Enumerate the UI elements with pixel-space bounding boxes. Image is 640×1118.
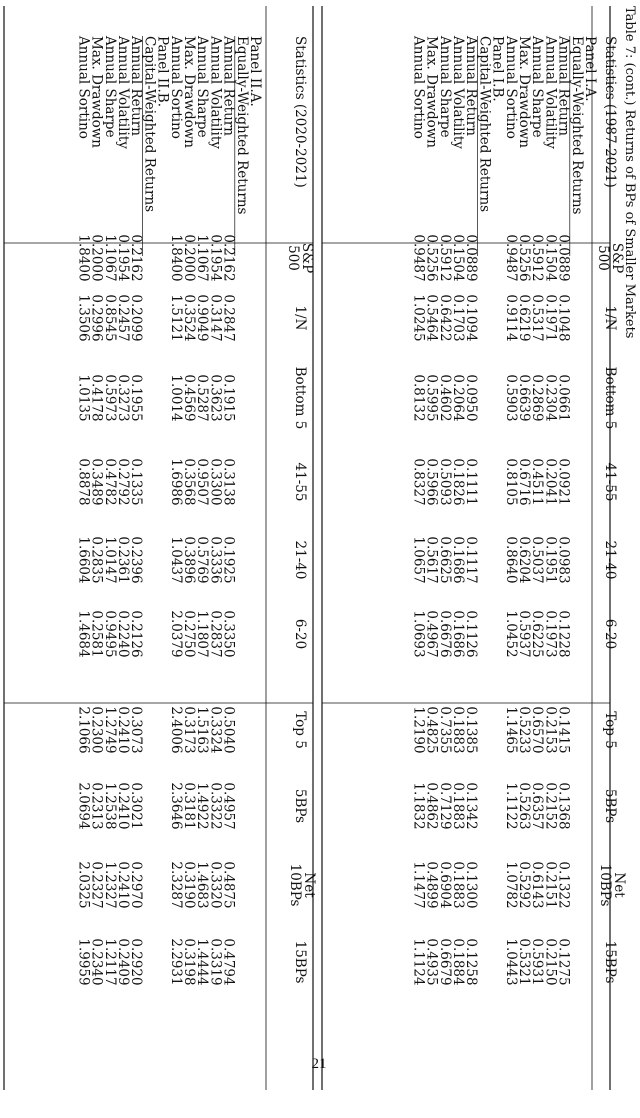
table-cell: 1.8400 (167, 234, 184, 282)
table-cell: 0.1883 (450, 861, 466, 909)
table-cell: 0.5966 (423, 458, 440, 506)
table-cell: 0.2304 (542, 374, 559, 422)
table-row (181, 36, 197, 986)
table-cell: 1.6604 (75, 536, 92, 584)
table-cell: 1.0782 (502, 861, 519, 909)
table-cell: 0.6679 (436, 938, 453, 986)
column-header: 5BPs (602, 788, 618, 824)
table-cell: 0.4511 (529, 458, 546, 506)
table-cell: 0.2410 (115, 861, 131, 909)
table-cell: 1.2749 (101, 706, 118, 754)
table-cell: 0.2869 (529, 374, 546, 422)
table-cell: 0.9495 (101, 610, 118, 658)
table-cell: 0.1954 (115, 234, 131, 282)
table-cell: 0.3198 (181, 938, 197, 986)
table-cell: 0.2396 (128, 536, 145, 584)
table-cell: 1.3506 (75, 294, 92, 342)
table-cell: 0.1954 (207, 234, 224, 282)
table-cell: 0.1111 (463, 458, 480, 506)
table-cell: 0.6225 (529, 610, 546, 658)
column-header: 10BPs (597, 863, 613, 907)
table-cell: 0.0921 (555, 458, 572, 506)
row-label: Panel II.B. (154, 36, 171, 107)
table-cell: 0.2750 (181, 610, 197, 658)
table-cell: 0.2410 (115, 706, 131, 754)
column-header: 5BPs (292, 788, 308, 824)
table-cell: 0.1504 (542, 234, 559, 282)
column-header: 6-20 (292, 618, 308, 650)
table-cell: 0.0889 (555, 234, 572, 282)
net-header: Net (611, 872, 627, 898)
table-header-title: Statistics (1987-2021) (602, 36, 618, 188)
row-label: Panel II.A. (247, 36, 263, 107)
table-cell: 0.5903 (502, 374, 519, 422)
column-header: S&P (609, 242, 625, 274)
table-cell: 0.1368 (555, 782, 572, 830)
table-cell: 0.4967 (423, 610, 440, 658)
table-cell: 0.8545 (101, 294, 118, 342)
row-label: Annual Sortino (75, 36, 92, 139)
table-cell: 0.5973 (101, 374, 118, 422)
table-row (410, 35, 426, 986)
table-cell: 0.3320 (207, 861, 224, 909)
table-cell: 0.5321 (516, 938, 532, 986)
table-cell: 0.6676 (436, 610, 453, 658)
table-2020-2021 (4, 6, 317, 1090)
table-cell: 0.1300 (463, 861, 480, 909)
table-cell: 1.0657 (410, 536, 427, 584)
table-cell: 0.2064 (450, 374, 466, 422)
table-cell: 0.2151 (542, 861, 559, 909)
table-cell: 2.2931 (167, 938, 184, 986)
table-row (207, 35, 223, 986)
table-cell: 1.4684 (75, 610, 92, 658)
table-cell: 0.6625 (436, 536, 453, 584)
table-cell: 0.2327 (88, 861, 105, 909)
table-cell: 1.6986 (167, 458, 184, 506)
table-cell: 0.9507 (194, 458, 211, 506)
table-cell: 1.5163 (194, 706, 211, 754)
table-cell: 0.2162 (220, 234, 237, 282)
table-cell: 1.0135 (75, 374, 92, 422)
table-cell: 1.4683 (194, 861, 211, 909)
table-cell: 0.2340 (88, 938, 105, 986)
table-cell: 0.1048 (555, 294, 572, 342)
table-cell: 0.9114 (502, 294, 519, 342)
table-cell: 0.3319 (207, 938, 224, 986)
table-cell: 0.7355 (436, 706, 453, 754)
column-header: 41-55 (292, 462, 308, 502)
table-cell: 0.5617 (423, 536, 440, 584)
table-cell: 1.5121 (167, 294, 184, 342)
row-label: Annual Sortino (167, 36, 184, 139)
table-row (542, 35, 558, 986)
table-cell: 2.3287 (167, 861, 184, 909)
table-cell: 0.1228 (555, 610, 572, 658)
row-label: Annual Return (555, 36, 572, 136)
row-label: Annual Volatility (207, 36, 224, 149)
table-cell: 0.4569 (181, 374, 197, 422)
table-cell: 0.2153 (542, 706, 559, 754)
table-cell: 0.5040 (220, 706, 237, 754)
column-header: 15BPs (602, 940, 618, 984)
table-cell: 1.0443 (502, 938, 519, 986)
table-cell: 0.4178 (88, 374, 105, 422)
table-cell: 0.6204 (516, 536, 532, 584)
row-label: Capital-Weighted Returns (476, 36, 493, 213)
table-cell: 0.2000 (88, 234, 105, 282)
column-header: 500 (595, 245, 611, 271)
table-cell: 0.6357 (529, 782, 546, 830)
table-cell: 0.6570 (529, 706, 546, 754)
table-cell: 0.5037 (529, 536, 546, 584)
table-row (450, 35, 466, 986)
table-row (102, 35, 118, 986)
table-cell: 0.3524 (181, 294, 197, 342)
table-cell: 0.9049 (194, 294, 211, 342)
table-cell: 0.4794 (220, 938, 237, 986)
table-cell: 0.2126 (128, 610, 145, 658)
table-cell: 0.1883 (450, 782, 466, 830)
table-cell: 0.4862 (423, 782, 440, 830)
table-cell: 1.9959 (75, 938, 92, 986)
table-cell: 0.3336 (207, 536, 224, 584)
table-cell: 0.8105 (502, 458, 519, 506)
table-cell: 0.9487 (502, 234, 519, 282)
table-cell: 0.3489 (88, 458, 105, 506)
table-cell: 0.5931 (529, 938, 546, 986)
table-cell: 0.1275 (555, 938, 572, 986)
table-cell: 1.1067 (101, 234, 118, 282)
column-header: 10BPs (287, 863, 303, 907)
table-cell: 0.3300 (207, 458, 224, 506)
table-cell: 0.5263 (516, 782, 532, 830)
table-cell: 0.5912 (436, 234, 453, 282)
row-label: Annual Sharpe (101, 36, 118, 138)
table-1987-2021 (322, 6, 627, 1090)
row-label: Panel I.B. (489, 36, 506, 102)
table-row (516, 36, 532, 986)
table-row (89, 36, 105, 986)
table-cell: 0.5256 (516, 234, 532, 282)
table-cell: 0.2150 (542, 938, 559, 986)
table-cell: 0.6904 (436, 861, 453, 909)
table-cell: 0.2847 (220, 294, 237, 342)
column-header: 21-40 (602, 540, 618, 580)
table-cell: 0.4825 (423, 706, 440, 754)
table-cell: 0.5912 (529, 234, 546, 282)
table-cell: 0.1884 (450, 938, 466, 986)
table-cell: 2.4006 (167, 706, 184, 754)
table-cell: 0.3350 (220, 610, 237, 658)
table-cell: 0.3181 (181, 782, 197, 830)
table-row (168, 35, 184, 986)
table-cell: 0.5464 (423, 294, 440, 342)
table-cell: 0.1973 (542, 610, 559, 658)
row-label: Equally-Weighted Returns (233, 36, 250, 215)
table-cell: 1.1067 (194, 234, 211, 282)
row-label: Max. Drawdown (423, 36, 440, 148)
table-cell: 0.8132 (410, 374, 427, 422)
table-cell: 0.2410 (115, 782, 131, 830)
table-cell: 0.3896 (181, 536, 197, 584)
table-cell: 0.1258 (463, 938, 480, 986)
table-cell: 0.2152 (542, 782, 559, 830)
table-cell: 0.5317 (529, 294, 546, 342)
table-cell: 0.8327 (410, 458, 427, 506)
table-cell: 1.1477 (410, 861, 427, 909)
table-cell: 1.1832 (410, 782, 427, 830)
table-cell: 0.5093 (436, 458, 453, 506)
table-cell: 0.2457 (115, 294, 131, 342)
table-row (75, 35, 91, 986)
table-cell: 0.1126 (463, 610, 480, 658)
table-cell: 0.1951 (542, 536, 559, 584)
table-cell: 0.2920 (128, 938, 145, 986)
table-cell: 1.0245 (410, 294, 427, 342)
table-cell: 1.4444 (194, 938, 211, 986)
table-cell: 1.0147 (101, 536, 118, 584)
table-cell: 0.0983 (555, 536, 572, 584)
table-cell: 0.1094 (463, 294, 480, 342)
column-header: 1/N (602, 305, 618, 331)
row-label: Annual Sharpe (529, 36, 546, 138)
table-cell: 0.2000 (181, 234, 197, 282)
table-cell: 0.1703 (450, 294, 466, 342)
table-cell: 0.6143 (529, 861, 546, 909)
table-cell: 0.1915 (220, 374, 237, 422)
table-cell: 0.3324 (207, 706, 224, 754)
table-cell: 0.2970 (128, 861, 145, 909)
table-cell: 1.1465 (502, 706, 519, 754)
table-cell: 2.3646 (167, 782, 184, 830)
table-cell: 1.0452 (502, 610, 519, 658)
table-cell: 0.2240 (115, 610, 131, 658)
row-label: Capital-Weighted Returns (141, 36, 158, 213)
table-cell: 0.3568 (181, 458, 197, 506)
table-cell: 0.2162 (128, 234, 145, 282)
table-cell: 0.4935 (423, 938, 440, 986)
table-cell: 0.4957 (220, 782, 237, 830)
table-cell: 1.2117 (101, 938, 118, 986)
table-cell: 0.6422 (436, 294, 453, 342)
table-cell: 0.2041 (542, 458, 559, 506)
table-cell: 0.3138 (220, 458, 237, 506)
table-cell: 0.5256 (423, 234, 440, 282)
row-label: Panel I.A. (582, 36, 598, 102)
table-cell: 1.0437 (167, 536, 184, 584)
table-cell: 0.6639 (516, 374, 532, 422)
table-cell: 1.2538 (101, 782, 118, 830)
table-cell: 0.2837 (207, 610, 224, 658)
table-cell: 0.3273 (115, 374, 131, 422)
row-label: Equally-Weighted Returns (568, 36, 585, 215)
row-label: Annual Sortino (502, 36, 519, 139)
table-cell: 0.3322 (207, 782, 224, 830)
table-cell: 0.2409 (115, 938, 131, 986)
table-cell: 1.2190 (410, 706, 427, 754)
table-cell: 0.8878 (75, 458, 92, 506)
table-cell: 0.1117 (463, 536, 480, 584)
table-cell: 0.1686 (450, 610, 466, 658)
table-cell: 0.6716 (516, 458, 532, 506)
table-cell: 0.2313 (88, 782, 105, 830)
table-cell: 1.2327 (101, 861, 118, 909)
table-cell: 0.2581 (88, 610, 105, 658)
table-cell: 1.1807 (194, 610, 211, 658)
table-cell: 0.3073 (128, 706, 145, 754)
table-cell: 0.2099 (128, 294, 145, 342)
row-label: Annual Return (220, 36, 237, 136)
table-cell: 0.8640 (502, 536, 519, 584)
table-cell: 2.0379 (167, 610, 184, 658)
table-cell: 1.1124 (410, 938, 427, 986)
table-cell: 0.1883 (450, 706, 466, 754)
table-cell: 0.3623 (207, 374, 224, 422)
table-cell: 0.6219 (516, 294, 532, 342)
table-caption: Table 7: (cont.) Returns of BPs of Smaller Markets (622, 6, 637, 339)
column-header: 15BPs (292, 940, 308, 984)
table-cell: 0.1335 (128, 458, 145, 506)
column-header: Bottom 5 (602, 366, 618, 430)
column-header: Bottom 5 (292, 366, 308, 430)
table-cell: 1.4922 (194, 782, 211, 830)
row-label: Annual Sortino (410, 36, 427, 139)
table-row (437, 35, 453, 986)
table-cell: 0.4875 (220, 861, 237, 909)
table-cell: 1.1122 (502, 782, 519, 830)
column-header: Top 5 (602, 711, 618, 749)
table-cell: 0.5233 (516, 706, 532, 754)
table-cell: 0.4602 (436, 374, 453, 422)
table-cell: 0.1385 (463, 706, 480, 754)
table-cell: 2.0694 (75, 782, 92, 830)
page-number: 21 (311, 1056, 327, 1072)
row-label: Max. Drawdown (88, 36, 105, 148)
table-cell: 0.4899 (423, 861, 440, 909)
column-header: S&P (299, 242, 315, 274)
table-row (194, 35, 210, 986)
table-cell: 0.5769 (194, 536, 211, 584)
row-label: Annual Volatility (542, 36, 559, 149)
row-label: Annual Sharpe (194, 36, 211, 138)
table-cell: 0.5292 (516, 861, 532, 909)
row-label: Max. Drawdown (516, 36, 532, 148)
table-cell: 0.1826 (450, 458, 466, 506)
table-cell: 0.1925 (220, 536, 237, 584)
row-label: Annual Volatility (450, 36, 466, 149)
table-cell: 0.0889 (463, 234, 480, 282)
table-row (424, 36, 440, 986)
table-cell: 1.0693 (410, 610, 427, 658)
column-header: 6-20 (602, 618, 618, 650)
row-label: Annual Return (463, 36, 480, 136)
table-cell: 1.8400 (75, 234, 92, 282)
table-cell: 1.0014 (167, 374, 184, 422)
table-cell: 0.2996 (88, 294, 105, 342)
table-cell: 0.3190 (181, 861, 197, 909)
table-cell: 0.1415 (555, 706, 572, 754)
table-cell: 0.0950 (463, 374, 480, 422)
table-row (503, 35, 519, 986)
table-cell: 0.2835 (88, 536, 105, 584)
table-cell: 0.2792 (115, 458, 131, 506)
column-header: 500 (285, 245, 301, 271)
table-cell: 0.1504 (450, 234, 466, 282)
table-header-title: Statistics (2020-2021) (292, 36, 308, 188)
table-cell: 2.0325 (75, 861, 92, 909)
table-cell: 0.1971 (542, 294, 559, 342)
table-cell: 0.3147 (207, 294, 224, 342)
row-label: Annual Return (128, 36, 145, 136)
table-cell: 0.2300 (88, 706, 105, 754)
column-header: 21-40 (292, 540, 308, 580)
table-cell: 0.0661 (555, 374, 572, 422)
table-row (115, 35, 131, 986)
table-cell: 0.1322 (555, 861, 572, 909)
table-cell: 0.5995 (423, 374, 440, 422)
row-label: Annual Volatility (115, 36, 131, 149)
column-header: 41-55 (602, 462, 618, 502)
table-cell: 0.9487 (410, 234, 427, 282)
table-cell: 0.1342 (463, 782, 480, 830)
table-cell: 0.1686 (450, 536, 466, 584)
net-header: Net (301, 872, 317, 898)
table-cell: 0.4782 (101, 458, 118, 506)
table-cell: 2.1066 (75, 706, 92, 754)
table-row (529, 35, 545, 986)
table-cell: 0.3021 (128, 782, 145, 830)
column-header: Top 5 (292, 711, 308, 749)
row-label: Max. Drawdown (181, 36, 197, 148)
table-cell: 0.7129 (436, 782, 453, 830)
column-header: 1/N (292, 305, 308, 331)
table-cell: 0.5937 (516, 610, 532, 658)
table-cell: 0.3173 (181, 706, 197, 754)
row-label: Annual Sharpe (436, 36, 453, 138)
table-cell: 0.2361 (115, 536, 131, 584)
table-cell: 0.5287 (194, 374, 211, 422)
table-cell: 0.1955 (128, 374, 145, 422)
